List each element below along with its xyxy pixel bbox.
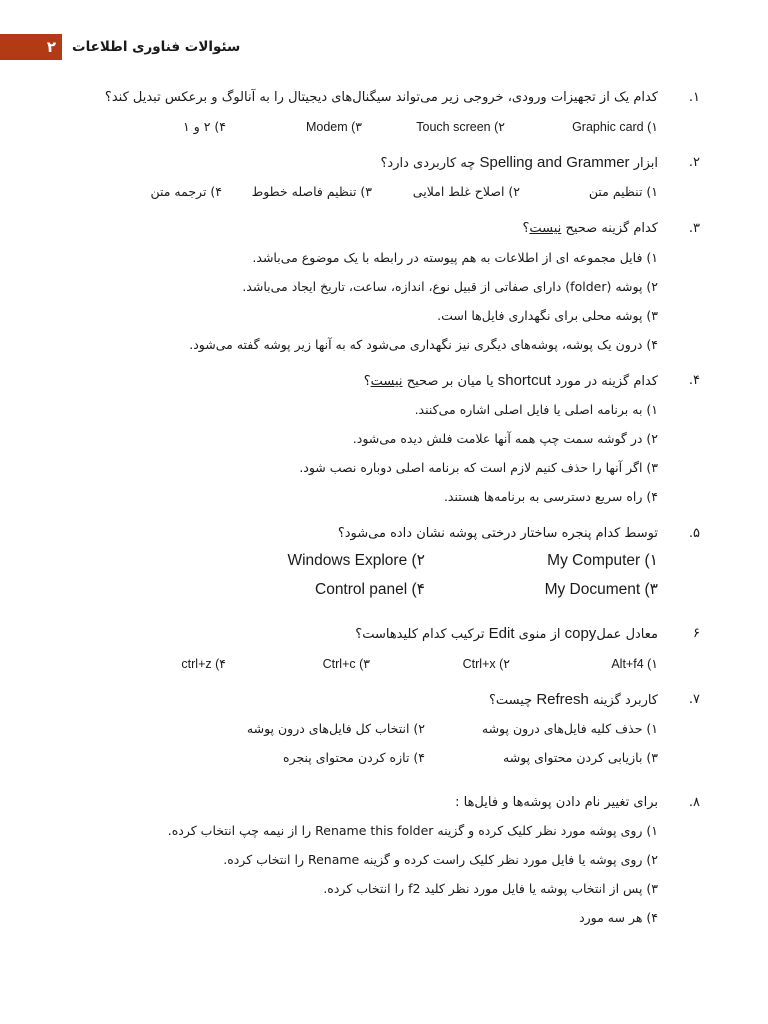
option-3: ۳) پس از انتخاب پوشه یا فایل مورد نظر کلید f2 را انتخاب کرده.	[323, 881, 658, 896]
option-3: ۳) تنظیم فاصله خطوط	[251, 184, 372, 199]
stem-part: ابزار	[633, 156, 658, 171]
question-stem	[489, 690, 658, 711]
stem-term: Spelling and Grammer	[479, 154, 630, 171]
question-number: ۸.	[688, 795, 700, 810]
question-4	[60, 371, 700, 511]
option-1: ۱) My Computer	[547, 552, 658, 569]
option-4: ۴) ctrl+z	[181, 657, 226, 671]
option-3: ۳) My Document	[544, 581, 658, 598]
option-4: ۴) هر سه مورد	[579, 910, 658, 925]
option-3: ۳) بازیابی کردن محتوای پوشه	[503, 750, 658, 765]
question-stem	[381, 153, 658, 174]
question-stem: برای تغییر نام دادن پوشه‌ها و فایل‌ها :	[455, 795, 658, 810]
option-2: ۲) Windows Explore	[287, 552, 425, 569]
stem-term: shortcut	[497, 372, 552, 389]
question-stem	[522, 219, 658, 239]
stem-term-2: Edit	[488, 625, 515, 642]
stem-part: چه کاربردی دارد؟	[380, 156, 476, 171]
question-stem: توسط کدام پنجره ساختار درختی پوشه نشان داده می‌شود؟	[337, 526, 658, 541]
option-2: ۲) پوشه (folder) دارای صفاتی از قبیل نوع، اندازه، ساعت، تاریخ ایجاد می‌باشد.	[242, 279, 658, 294]
option-4: ۴) Control panel	[315, 581, 425, 598]
question-5	[60, 524, 700, 604]
option-1: ۱) روی پوشه مورد نظر کلیک کرده و گزینه Rename this folder را از نیمه چپ انتخاب کرده.	[167, 823, 658, 838]
option-3: ۳) اگر آنها را حذف کنیم لازم است که برنامه اصلی دوباره نصب شود.	[299, 460, 658, 475]
option-2: ۲) اصلاح غلط املایی	[412, 184, 520, 199]
option-2: ۲) در گوشه سمت چپ همه آنها علامت فلش دیده می‌شود.	[352, 431, 658, 446]
question-number: ۲.	[688, 155, 700, 170]
question-7	[60, 690, 700, 770]
stem-term: copy	[564, 625, 597, 642]
stem-underlined: نیست	[370, 374, 403, 389]
option-1: ۱) فایل مجموعه ای از اطلاعات به هم پیوسته در رابطه با یک موضوع می‌باشد.	[252, 250, 658, 265]
option-1: ۱) تنظیم متن	[588, 184, 658, 199]
option-2: ۲) روی پوشه یا فایل مورد نظر کلیک راست کرده و گزینه Rename را انتخاب کرده.	[223, 852, 658, 867]
question-number: ۴.	[688, 373, 700, 388]
question-number: ۱.	[688, 90, 700, 105]
option-3: ۳) Ctrl+c	[322, 657, 370, 671]
option-4: ۴) تازه کردن محتوای پنجره	[283, 750, 425, 765]
option-3: ۳) پوشه محلی برای نگهداری فایل‌ها است.	[437, 308, 658, 323]
question-number: ۳.	[688, 221, 700, 236]
option-4: ۴) درون یک پوشه، پوشه‌های دیگری نیز نگهداری می‌شود که به آنها زیر پوشه گفته می‌شود.	[189, 337, 658, 352]
stem-part: ؟	[363, 374, 371, 389]
stem-part: چیست؟	[488, 693, 533, 708]
option-2: ۲) Touch screen	[416, 120, 505, 134]
stem-part: کدام گزینه صحیح	[565, 221, 658, 236]
question-stem: کدام یک از تجهیزات ورودی، خروجی زیر می‌تواند سیگنال‌های دیجیتال را به آنالوگ و برعکس تبدیل کند؟	[104, 90, 658, 105]
page-header	[0, 34, 768, 60]
question-6	[60, 624, 700, 674]
option-1: ۱) Graphic card	[572, 120, 658, 134]
option-4: ۴) راه سریع دسترسی به برنامه‌ها هستند.	[443, 489, 658, 504]
option-2: ۲) Ctrl+x	[462, 657, 510, 671]
option-3: ۳) Modem	[305, 120, 362, 134]
question-number: ۵.	[688, 526, 700, 541]
stem-part: ترکیب کدام کلیدهاست؟	[355, 627, 485, 642]
stem-part: معادل عمل	[596, 627, 658, 642]
question-stem	[364, 371, 658, 392]
option-2: ۲) انتخاب کل فایل‌های درون پوشه	[246, 721, 425, 736]
stem-part: از منوی	[518, 627, 561, 642]
stem-part: یا میان بر صحیح	[406, 374, 494, 389]
option-4: ۴) ۲ و ۱	[183, 119, 226, 134]
option-1: ۱) Alt+f4	[611, 657, 658, 671]
stem-underlined: نیست	[529, 221, 562, 236]
stem-part: ؟	[522, 221, 530, 236]
option-1: ۱) حذف کلیه فایل‌های درون پوشه	[481, 721, 658, 736]
question-1	[60, 88, 700, 138]
question-number: ۷.	[688, 692, 700, 707]
stem-part: کدام گزینه در مورد	[555, 374, 658, 389]
stem-term: Refresh	[536, 691, 589, 708]
question-stem	[355, 624, 658, 645]
page-number-badge: ۲	[0, 34, 62, 60]
question-3	[60, 219, 700, 359]
option-4: ۴) ترجمه متن	[150, 184, 222, 199]
question-8	[60, 793, 700, 933]
option-1: ۱) به برنامه اصلی یا فایل اصلی اشاره می‌کنند.	[414, 402, 658, 417]
question-2	[60, 153, 700, 203]
question-number: ۶	[693, 626, 700, 641]
stem-part: کاربرد گزینه	[592, 693, 658, 708]
page-title: سئوالات فناوری اطلاعات	[72, 39, 241, 55]
